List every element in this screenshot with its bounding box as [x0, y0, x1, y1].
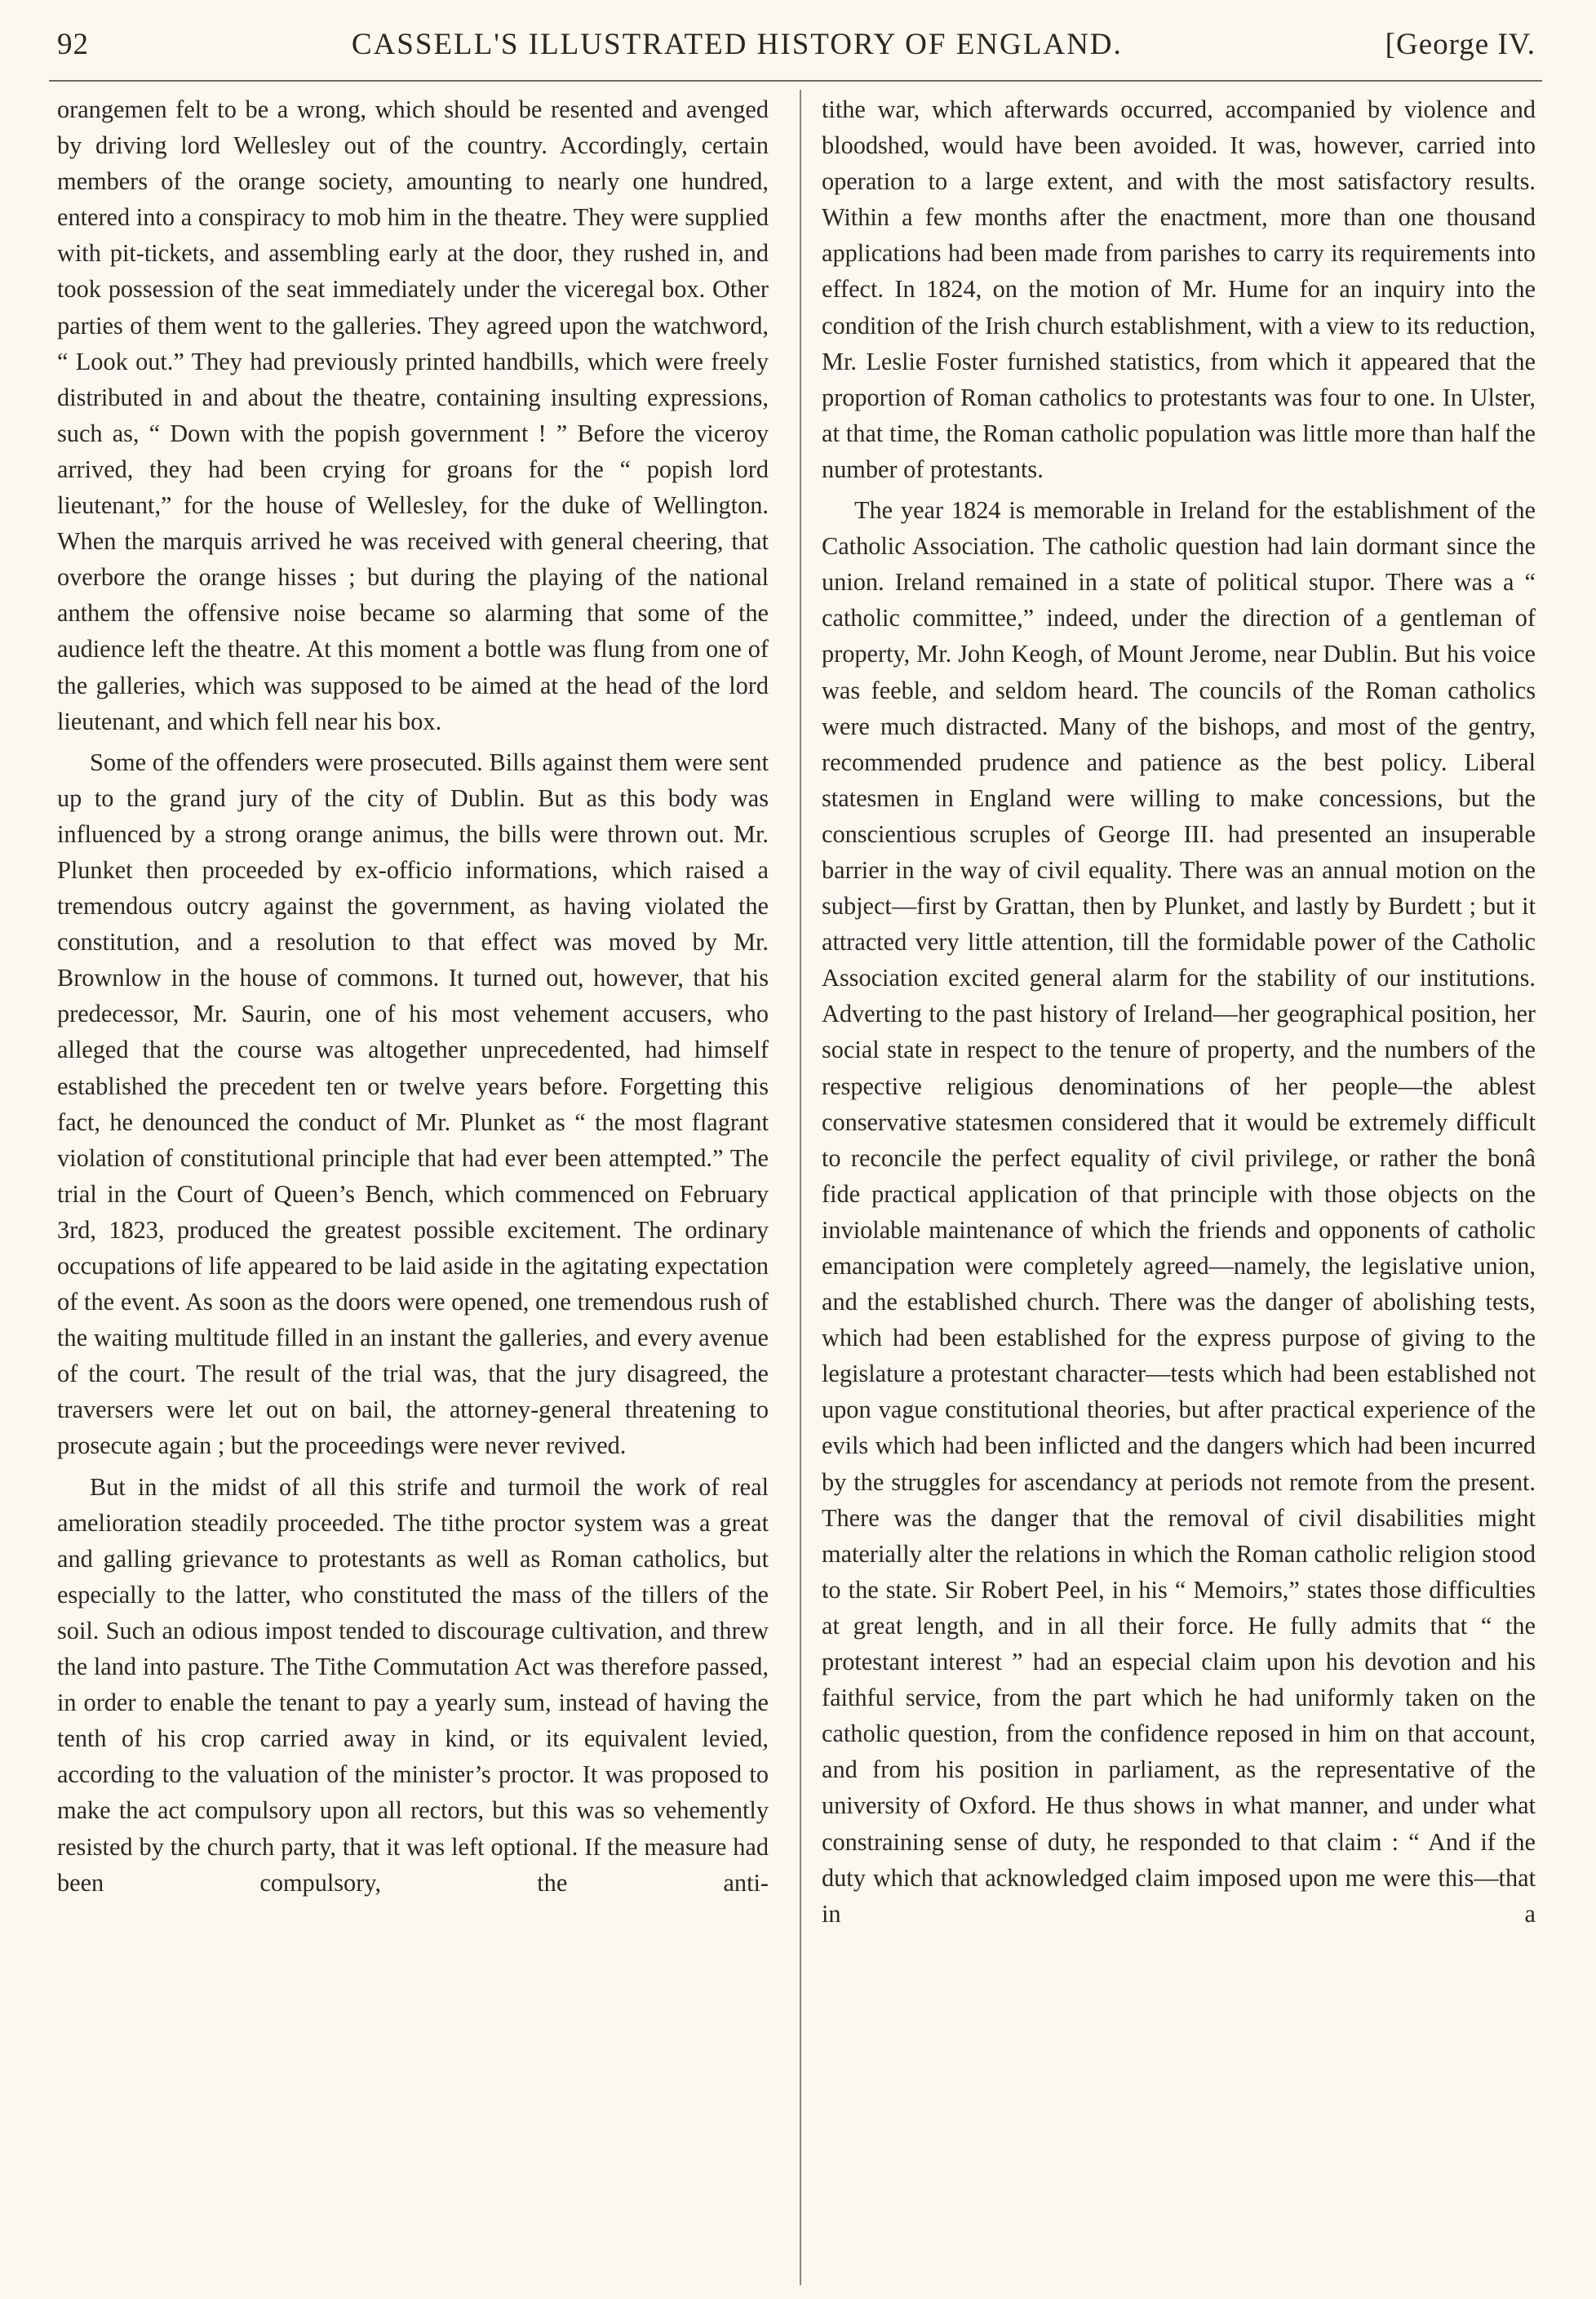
paragraph: orangemen felt to be a wrong, which should be resented and avenged by driving lord Wellesley out of the country. Accordingly, certain members of the orange society, amounting to nearly one hundred, entered into a conspiracy to mob him in the theatre. They were supplied with pit-tickets, and assembling early at the door, they rushed in, and took possession of the seat immediately under the viceregal box. Other parties of them went to the galleries. They agreed upon the watchword, “ Look out.” They had previously printed handbills, which were freely distributed in and about the theatre, containing insulting expressions, such as, “ Down with the popish government ! ” Before the viceroy arrived, they had been crying for groans for the “ popish lord lieutenant,” for the house of Wellesley, for the duke of Wellington. When the marquis arrived he was received with general cheering, that overbore the orange hisses ; but during the playing of the national anthem the offensive noise became so alarming that some of the audience left the theatre. At this moment a bottle was flung from one of the galleries, which was supposed to be aimed at the head of the lord lieutenant, and which fell near his box. — [57, 95, 769, 735]
paragraph: Some of the offenders were prosecuted. Bills against them were sent up to the grand jury of the city of Dublin. But as this body was influenced by a strong orange animus, the bills were thrown out. Mr. Plunket then proceeded by ex-officio informations, which raised a tremendous outcry against the government, as having violated the constitution, and a resolution to that effect was moved by Mr. Brownlow in the house of commons. It turned out, however, that his predecessor, Mr. Saurin, one of his most vehement accusers, who alleged that the course was altogether unprecedented, had himself established the precedent ten or twelve years before. Forgetting this fact, he denounced the conduct of Mr. Plunket as “ the most flagrant violation of constitutional principle that had ever been attempted.” The trial in the Court of Queen’s Bench, which commenced on February 3rd, 1823, produced the greatest possible excitement. The ordinary occupations of life appeared to be laid aside in the agitating expectation of the event. As soon as the doors were opened, one tremendous rush of the waiting multitude filled in an instant the galleries, and every avenue of the court. The result of the trial was, that the jury disagreed, the traversers were let out on bail, the attorney-general threatening to prosecute again ; but the proceedings were never revived. — [57, 748, 769, 1460]
paragraph: The year 1824 is memorable in Ireland for the establishment of the Catholic Association. The catholic question had lain dormant since the union. Ireland remained in a state of political stupor. There was a “ catholic committee,” indeed, under the direction of a gentleman of property, Mr. John Keogh, of Mount Jerome, near Dublin. But his voice was feeble, and seldom heard. The councils of the Roman catholics were much distracted. Many of the bishops, and most of the gentry, recommended prudence and patience as the best policy. Liberal statesmen in England were willing to make concessions, but the conscientious scruples of George III. had presented an insuperable barrier in the way of civil equality. There was an annual motion on the subject—first by Grattan, then by Plunket, and lastly by Burdett ; but it attracted very little attention, till the formidable power of the Catholic Association excited general alarm for the stability of our institutions. Adverting to the past history of Ireland—her geographical position, her social state in respect to the tenure of property, and the numbers of the respective religious denominations of her people—the ablest conservative statesmen considered that it would be extremely difficult to reconcile the perfect equality of civil privilege, or rather the bonâ fide practical application of that principle with those objects on the inviolable maintenance of which the friends and opponents of catholic emancipation were completely agreed—namely, the legislative union, and the established church. There was the danger of abolishing tests, which had been established for the express purpose of giving to the legislature a protestant character—tests which had been established not upon vague constitutional theories, but after practical experience of the evils which had been inflicted and the dangers which had been incurred by the struggles for ascendancy at periods not remote from the present. There was the danger that the removal of civil disabilities might materially alter the relations in which the Roman catholic religion stood to the state. Sir Robert Peel, in his “ Memoirs,” states those difficulties at great length, and in all their force. He fully admits that “ the protestant interest ” had an especial claim upon his devotion and his faithful service, from the part which he had uniformly taken on the catholic question, from the confidence reposed in him on that account, and from his position in parliament, as the representative of the university of Oxford. He thus shows in what manner, and under what constraining sense of duty, he responded to that claim : “ And if the duty which that acknowledged claim imposed upon me were this—that in a — [822, 496, 1536, 1928]
section-label: [George IV. — [1385, 27, 1536, 61]
page-number: 92 — [57, 27, 89, 61]
paragraph: tithe war, which afterwards occurred, accompanied by violence and bloodshed, would have been avoided. It was, however, carried into operation to a large extent, and with the most satisfactory results. Within a few months after the enactment, more than one thousand applications had been made from parishes to carry its requirements into effect. In 1824, on the motion of Mr. Hume for an inquiry into the condition of the Irish church establishment, with a view to its reduction, Mr. Leslie Foster furnished statistics, from which it appeared that the proportion of Roman catholics to protestants was four to one. In Ulster, at that time, the Roman catholic population was little more than half the number of protestants. — [822, 95, 1536, 483]
book-title: CASSELL'S ILLUSTRATED HISTORY OF ENGLAND. — [351, 27, 1123, 61]
running-head — [57, 18, 1536, 70]
column-divider — [800, 90, 801, 2285]
header-rule — [49, 80, 1542, 82]
left-column — [57, 91, 769, 2287]
paragraph: But in the midst of all this strife and turmoil the work of real amelioration steadily proceeded. The tithe proctor system was a great and galling grievance to protestants as well as Roman catholics, but especially to the latter, who constituted the mass of the tillers of the soil. Such an odious impost tended to discourage cultivation, and threw the land into pasture. The Tithe Commutation Act was therefore passed, in order to enable the tenant to pay a yearly sum, instead of having the tenth of his crop carried away in kind, or its equivalent levied, according to the valuation of the minister’s proctor. It was proposed to make the act compulsory upon all rectors, but this was so vehemently resisted by the church party, that it was left optional. If the measure had been compulsory, the anti- — [57, 1472, 769, 1897]
right-column — [822, 91, 1536, 2287]
